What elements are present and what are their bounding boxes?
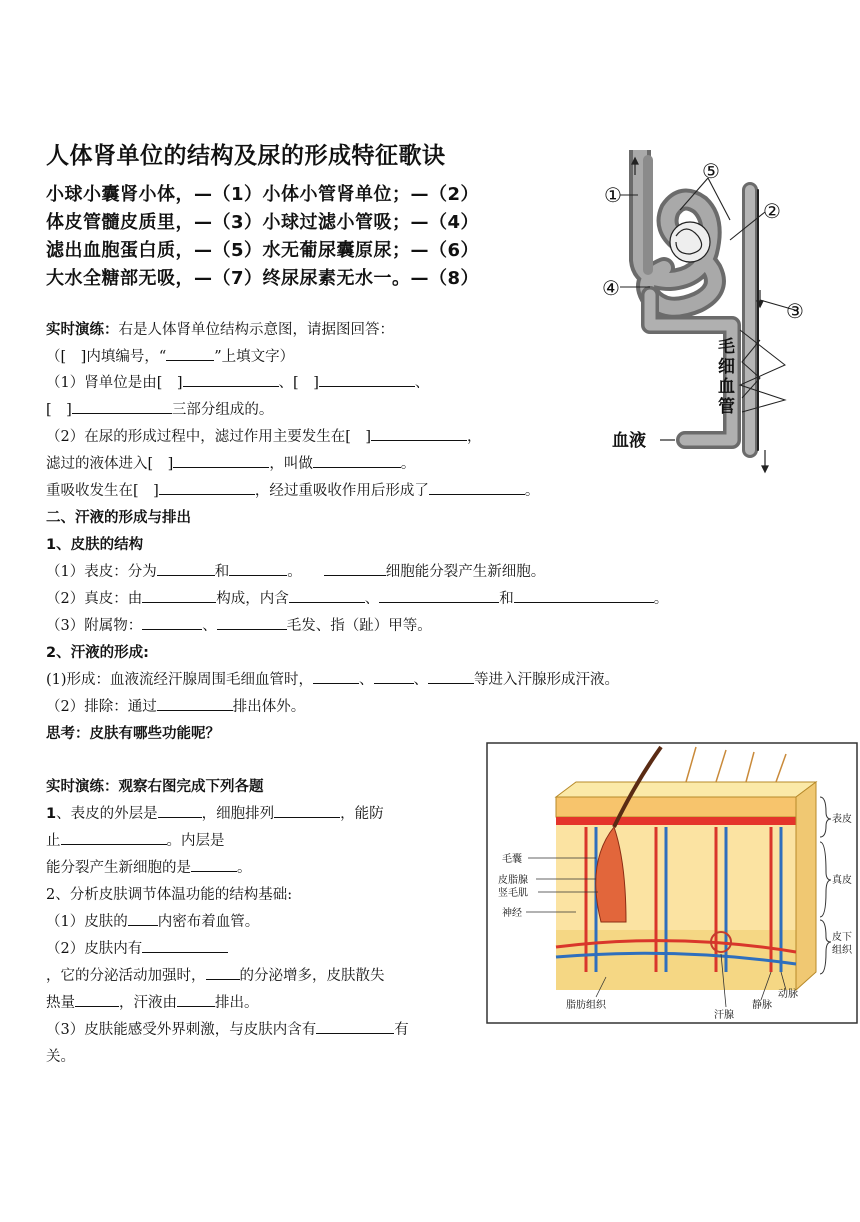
answer-blank[interactable] (319, 372, 415, 387)
think-question: 思考：皮肤有哪些功能呢？ (46, 726, 220, 742)
answer-blank[interactable] (75, 992, 119, 1007)
answer-blank[interactable] (159, 480, 255, 495)
answer-blank[interactable] (157, 696, 233, 711)
s1-text: 构成，内含 (216, 591, 289, 607)
practice1-q2-line1 (46, 425, 482, 446)
s1-text: （2）真皮：由 (46, 591, 143, 607)
nephron-label-3: ③ (786, 299, 804, 323)
skin-label-epidermis: 表皮 (832, 814, 852, 825)
answer-blank[interactable] (229, 561, 287, 576)
nephron-label-4: ④ (602, 276, 620, 300)
answer-blank[interactable] (72, 399, 172, 414)
answer-blank[interactable] (61, 830, 167, 845)
answer-blank[interactable] (274, 803, 340, 818)
q1-text: [ ] (46, 402, 72, 418)
answer-blank[interactable] (128, 911, 158, 926)
practice1-q2-line2 (46, 452, 415, 473)
practice2-heading: 实时演练：观察右图完成下列各题 (46, 779, 264, 795)
skin-label-subcutaneous-1: 皮下 (832, 932, 852, 943)
practice1-intro-line (46, 318, 394, 339)
instr-text-b: ”上填文字） (214, 349, 295, 365)
answer-blank[interactable] (142, 615, 202, 630)
practice1-q1-line1 (46, 371, 429, 392)
s1-text: 、 (202, 618, 217, 634)
q2-text: ，叫做 (269, 456, 313, 472)
q2-text: ， (467, 429, 482, 445)
s1-text: 。 (653, 591, 669, 607)
practice1-q1-line2 (46, 398, 273, 419)
p2-q3 (46, 1018, 409, 1039)
p2-q2-1 (46, 910, 259, 931)
answer-blank[interactable] (173, 453, 269, 468)
capillary-char-3: 血 (718, 377, 735, 397)
s2-text: 等进入汗腺形成汗液。 (474, 672, 620, 688)
answer-blank[interactable] (206, 965, 240, 980)
answer-blank[interactable] (183, 372, 279, 387)
s1-text: （3）附属物： (46, 618, 143, 634)
skin-structure-diagram (486, 742, 858, 1024)
section2-sub2: 2、汗液的形成: (46, 645, 149, 661)
s1-text: （1）表皮：分为 (46, 564, 157, 580)
answer-blank[interactable] (429, 480, 525, 495)
section2-heading: 二、汗液的形成与排出 (46, 510, 191, 526)
blood-label: 血液 (612, 431, 646, 451)
q2-text: 滤过的液体进入[ ] (46, 456, 174, 472)
p2-text: 有 (394, 1022, 409, 1038)
answer-blank[interactable] (158, 803, 202, 818)
s1-appendages (46, 614, 432, 635)
q2-text: ，经过重吸收作用后形成了 (254, 483, 429, 499)
skin-label-sebaceous: 皮脂腺 (498, 875, 528, 886)
s1-dermis (46, 587, 668, 608)
q2-text: （2）在尿的形成过程中，滤过作用主要发生在[ ] (46, 429, 372, 445)
p2-q2-2c (46, 991, 259, 1012)
skin-label-sweat-gland: 汗腺 (714, 1010, 734, 1021)
answer-blank[interactable] (316, 1019, 394, 1034)
p2-q1-line1 (46, 802, 384, 823)
s1-text: 和 (499, 591, 514, 607)
s2-excretion (46, 695, 305, 716)
s2-text: 、 (413, 672, 429, 688)
q2-text: 。 (524, 483, 540, 499)
answer-blank[interactable] (166, 346, 214, 361)
s2-text: (1)形成：血液流经汗腺周围毛细血管时， (46, 672, 314, 688)
practice1-instruction (46, 345, 294, 366)
skin-label-nerve: 神经 (502, 908, 522, 919)
s2-text: 排出体外。 (232, 699, 306, 715)
p2-q2: 2、分析皮肤调节体温功能的结构基础: (46, 887, 293, 903)
s1-text: 和 (214, 564, 230, 580)
p2-text: ，汗液由 (119, 995, 177, 1011)
q1-sep: 、[ ] (278, 375, 319, 391)
answer-blank[interactable] (324, 561, 386, 576)
s2-text: （2）排除：通过 (46, 699, 157, 715)
answer-blank[interactable] (142, 588, 216, 603)
p2-q1-line3 (46, 856, 252, 877)
p2-text: 。 (237, 860, 252, 876)
p2-text: 止 (46, 833, 61, 849)
song-line-1: 小球小囊肾小体，—（1）小体小管肾单位；—（2） (46, 184, 480, 205)
s1-epidermis (46, 560, 545, 581)
song-line-3: 滤出血胞蛋白质，—（5）水无葡尿囊原尿；—（6） (46, 240, 480, 261)
p2-q2-2 (46, 937, 228, 958)
p2-num: 1 (46, 806, 57, 822)
s1-text: 细胞能分裂产生新细胞。 (385, 564, 546, 580)
song-line-4: 大水全糖部无吸，—（7）终尿尿素无水一。—（8） (46, 268, 480, 289)
nephron-label-2: ② (763, 199, 781, 223)
answer-blank[interactable] (313, 453, 401, 468)
practice1-intro: 右是人体肾单位结构示意图，请据图回答： (118, 322, 394, 338)
practice1-q2-line3 (46, 479, 539, 500)
capillary-char-2: 细 (718, 357, 735, 377)
answer-blank[interactable] (313, 669, 359, 684)
answer-blank[interactable] (514, 588, 654, 603)
skin-label-arrector: 竖毛肌 (498, 888, 528, 899)
q1-text: 三部分组成的。 (171, 402, 274, 418)
s2-formation (46, 668, 619, 689)
p2-q3b: 关。 (46, 1049, 75, 1065)
q1-sep: 、 (414, 375, 430, 391)
capillary-char-4: 管 (718, 397, 735, 417)
p2-text: 的分泌增多，皮肤散失 (239, 968, 385, 984)
skin-label-subcutaneous-2: 组织 (832, 945, 852, 956)
song-line-2: 体皮管髓皮质里，—（3）小球过滤小管吸；—（4） (46, 212, 480, 233)
section2-sub1: 1、皮肤的结构 (46, 537, 144, 553)
q2-text: 。 (400, 456, 416, 472)
skin-label-dermis: 真皮 (832, 875, 852, 886)
answer-blank[interactable] (428, 669, 474, 684)
s1-text: 、 (364, 591, 380, 607)
s1-text: 。 (287, 564, 302, 580)
nephron-diagram (590, 150, 850, 480)
skin-label-follicle: 毛囊 (502, 854, 522, 865)
answer-blank[interactable] (374, 669, 414, 684)
answer-blank[interactable] (379, 588, 499, 603)
s2-text: 、 (359, 672, 374, 688)
instr-text-a: （[ ]内填编号，“ (46, 349, 167, 365)
q1-text: （1）肾单位是由[ ] (46, 375, 183, 391)
p2-text: ，能防 (340, 806, 384, 822)
skin-label-artery: 动脉 (778, 989, 798, 1000)
p2-text: 内密布着血管。 (157, 914, 260, 930)
answer-blank[interactable] (142, 938, 228, 953)
answer-blank[interactable] (191, 857, 237, 872)
p2-q2-2b (46, 964, 385, 985)
p2-text: 排出。 (215, 995, 259, 1011)
answer-blank[interactable] (217, 615, 287, 630)
p2-text: 能分裂产生新细胞的是 (46, 860, 191, 876)
skin-label-fat: 脂肪组织 (566, 1000, 606, 1011)
p2-text: ，细胞排列 (201, 806, 275, 822)
p2-text: （1）皮肤的 (46, 914, 128, 930)
capillary-char-1: 毛 (718, 337, 735, 357)
p2-text: （2）皮肤内有 (46, 941, 143, 957)
p2-text: 、表皮的外层是 (56, 806, 158, 822)
answer-blank[interactable] (289, 588, 365, 603)
q2-text: 重吸收发生在[ ] (46, 483, 159, 499)
answer-blank[interactable] (177, 992, 215, 1007)
p2-text: ，它的分泌活动加强时， (46, 968, 206, 984)
p2-text: 。内层是 (166, 833, 225, 849)
answer-blank[interactable] (157, 561, 215, 576)
practice1-heading: 实时演练： (46, 322, 119, 338)
skin-label-vein: 静脉 (752, 1000, 772, 1011)
p2-text: （3）皮肤能感受外界刺激，与皮肤内含有 (46, 1022, 317, 1038)
p2-q1-line2 (46, 829, 225, 850)
s1-text: 毛发、指（趾）甲等。 (286, 618, 432, 634)
answer-blank[interactable] (371, 426, 467, 441)
page-title: 人体肾单位的结构及尿的形成特征歌诀 (46, 143, 446, 169)
p2-text: 热量 (46, 995, 75, 1011)
nephron-label-5: ⑤ (702, 159, 720, 183)
nephron-label-1: ① (604, 183, 622, 207)
